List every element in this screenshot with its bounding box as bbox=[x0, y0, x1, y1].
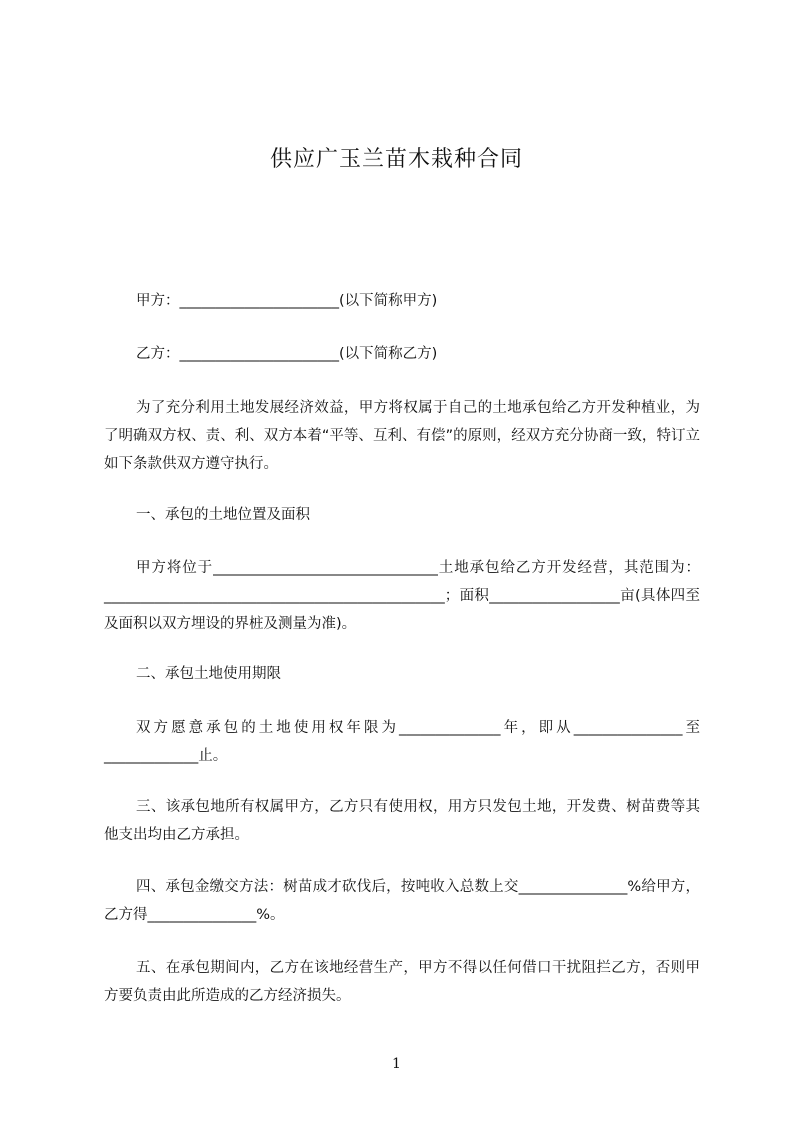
section-4-paragraph: 四、承包金缴交方法：树苗成才砍伐后，按吨收入总数上交_______________%给甲方，乙方得_______________%。 bbox=[104, 879, 700, 923]
section-2-heading: 二、承包土地使用期限 bbox=[136, 666, 281, 682]
document-title: 供应广玉兰苗木栽种合同 bbox=[269, 147, 523, 172]
section-1-body: 甲方将位于_______________________________土地承包给乙方开发经营，其范围为：_______________________________________________；面积__________________亩(具体四至及面积以双方埋设的界桩及测量为准)。 bbox=[104, 560, 700, 632]
preamble-paragraph: 为了充分利用土地发展经济效益，甲方将权属于自己的土地承包给乙方开发种植业，为了明确双方权、责、利、双方本着“平等、互利、有偿”的原则，经双方充分协商一致，特订立如下条款供双方遵守执行。 bbox=[104, 400, 700, 472]
section-5-paragraph: 五、在承包期间内，乙方在该地经营生产，甲方不得以任何借口干扰阻拦乙方，否则甲方要负责由此所造成的乙方经济损失。 bbox=[104, 960, 700, 1004]
section-2-body: 双方愿意承包的土地使用权年限为______________年，即从_______________至_____________止。 bbox=[104, 720, 700, 764]
section-3-paragraph: 三、该承包地所有权属甲方，乙方只有使用权，用方只发包土地，开发费、树苗费等其他支出均由乙方承担。 bbox=[104, 799, 700, 843]
section-1-heading: 一、承包的土地位置及面积 bbox=[136, 507, 310, 523]
page-number: 1 bbox=[392, 1056, 401, 1072]
party-a-line: 甲方：______________________(以下简称甲方) bbox=[136, 293, 438, 309]
party-b-line: 乙方：______________________(以下简称乙方) bbox=[136, 346, 438, 362]
